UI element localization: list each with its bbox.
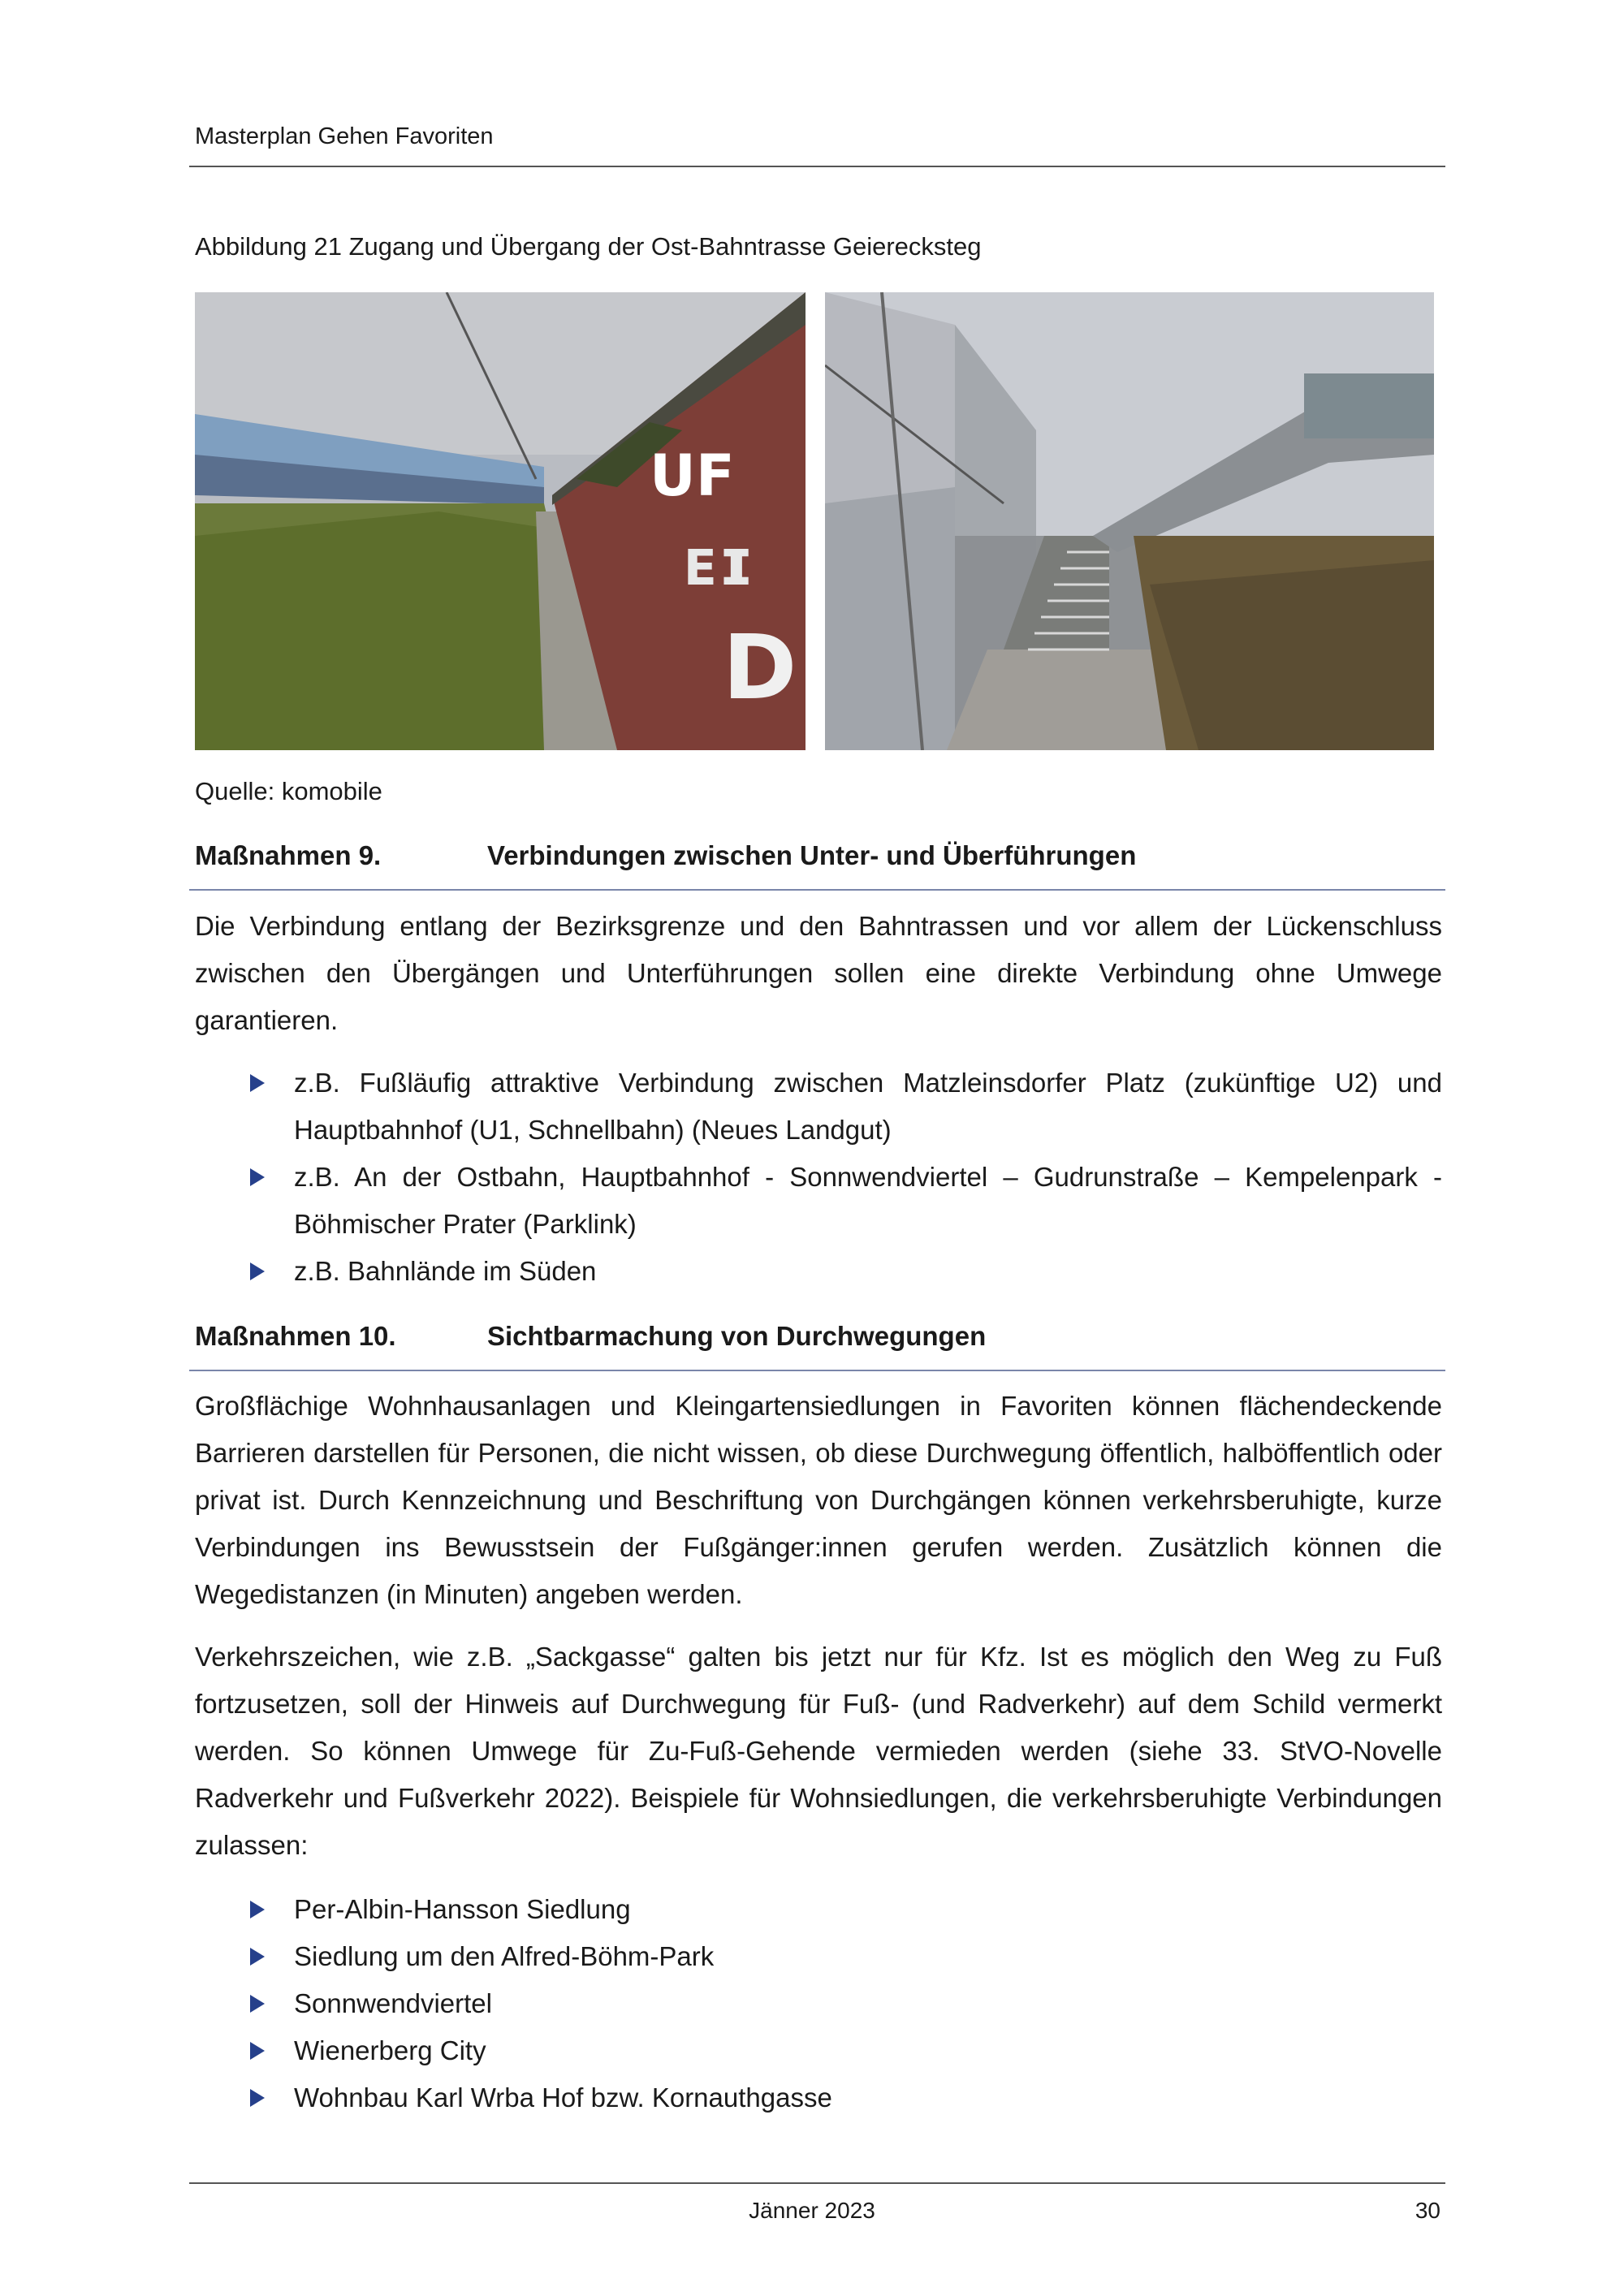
triangle-bullet-icon — [250, 1948, 265, 1966]
page-number: 30 — [1415, 2198, 1440, 2223]
section10-rule — [189, 1370, 1445, 1371]
svg-text:UF: UF — [650, 442, 735, 509]
figure-caption: Abbildung 21 Zugang und Übergang der Ost-Bahntrasse Geierecksteg — [195, 232, 982, 261]
section10-paragraph-2: Verkehrszeichen, wie z.B. „Sackgasse“ galten bis jetzt nur für Kfz. Ist es möglich den Weg zu Fuß fortzusetzen, soll der Hinweis auf Durchwegung für Fuß- (und Radverkehr) auf dem Schild vermerkt werden. So können Umwege für Zu-Fuß-Gehende vermieden werden (siehe 33. StVO-Novelle Radverkehr und Fußverkehr 2022). Beispiele für Wohnsiedlungen, die verkehrsberuhigte Verbindungen zulassen: — [195, 1642, 1442, 1860]
triangle-bullet-icon — [250, 2089, 265, 2107]
svg-text:D: D — [723, 615, 797, 719]
list-item: Wohnbau Karl Wrba Hof bzw. Kornauthgasse — [195, 2074, 1442, 2121]
section9-number: Maßnahmen 9. — [195, 840, 382, 870]
photo-graffiti-wall-path — [195, 292, 806, 750]
list-item: z.B. An der Ostbahn, Hauptbahnhof - Sonnwendviertel – Gudrunstraße – Kempelenpark - Böhmischer Prater (Parklink) — [195, 1154, 1442, 1248]
list-item: z.B. Fußläufig attraktive Verbindung zwischen Matzleinsdorfer Platz (zukünftige U2) und Hauptbahnhof (U1, Schnellbahn) (Neues Landgut) — [195, 1060, 1442, 1154]
list-item: Sonnwendviertel — [195, 1980, 1442, 2027]
figure-source: Quelle: komobile — [195, 777, 382, 805]
triangle-bullet-icon — [250, 1168, 265, 1186]
section9-title: Verbindungen zwischen Unter- und Überführungen — [487, 840, 1137, 870]
triangle-bullet-icon — [250, 1074, 265, 1092]
section9-rule — [189, 889, 1445, 891]
photo-staircase-bridge — [825, 292, 1434, 750]
section9-paragraph: Die Verbindung entlang der Bezirksgrenze und den Bahntrassen und vor allem der Lückenschluss zwischen den Übergängen und Unterführungen sollen eine direkte Verbindung ohne Umwege garantieren. — [195, 911, 1442, 1035]
section10-title: Sichtbarmachung von Durchwegungen — [487, 1321, 987, 1351]
list-item: Wienerberg City — [195, 2027, 1442, 2074]
footer-rule — [189, 2182, 1445, 2184]
section9-heading — [195, 840, 1136, 871]
list-item: z.B. Bahnlände im Süden — [195, 1248, 1442, 1295]
section10-paragraph-1: Großflächige Wohnhausanlagen und Kleingartensiedlungen in Favoriten können flächendeckende Barrieren darstellen für Personen, die nicht wissen, ob diese Durchwegung öffentlich, halböffentlich oder privat ist. Durch Kennzeichnung und Beschriftung von Durchgängen können verkehrsberuhigte, kurze Verbindungen ins Bewusstsein der Fußgänger:innen gerufen werden. Zusätzlich können die Wegedistanzen (in Minuten) angeben werden. — [195, 1391, 1442, 1609]
section10-bullet-list — [195, 1886, 1442, 2121]
list-item: Per-Albin-Hansson Siedlung — [195, 1886, 1442, 1933]
triangle-bullet-icon — [250, 1995, 265, 2013]
header-rule — [189, 166, 1445, 167]
section9-bullet-list — [195, 1060, 1442, 1295]
triangle-bullet-icon — [250, 1262, 265, 1280]
triangle-bullet-icon — [250, 1901, 265, 1918]
svg-text:ᴇɪ: ᴇɪ — [682, 524, 754, 600]
footer-date: Jänner 2023 — [749, 2198, 875, 2223]
header-title: Masterplan Gehen Favoriten — [195, 123, 494, 149]
triangle-bullet-icon — [250, 2042, 265, 2060]
list-item: Siedlung um den Alfred-Böhm-Park — [195, 1933, 1442, 1980]
section10-heading — [195, 1321, 986, 1352]
section10-number: Maßnahmen 10. — [195, 1321, 396, 1351]
